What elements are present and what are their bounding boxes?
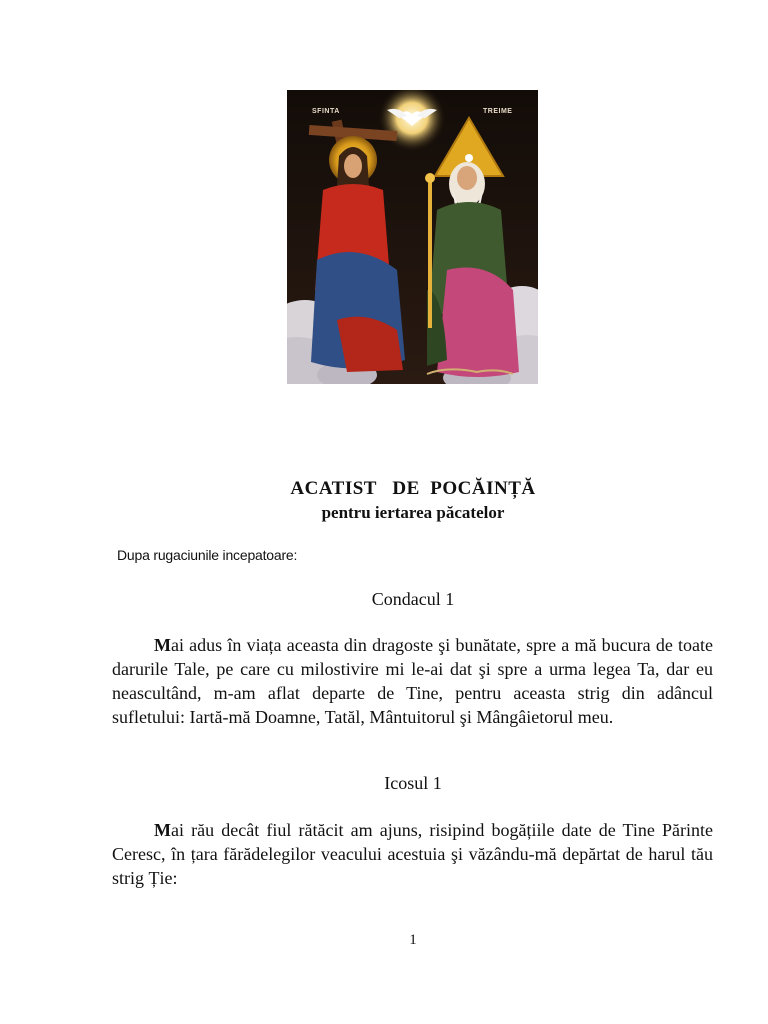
page-number: 1	[409, 932, 417, 948]
icon-caption-left: SFINTA	[312, 108, 340, 115]
document-subtitle: pentru iertarea păcatelor	[321, 503, 505, 522]
icon-caption-right: TREIME	[483, 108, 513, 115]
section-heading-icos-1: Icosul 1	[384, 773, 442, 793]
intro-note: Dupa rugaciunile incepatoare:	[117, 547, 298, 563]
icon-painting	[287, 90, 538, 384]
section-heading-condac-1: Condacul 1	[371, 589, 455, 609]
paragraph-text: ai rău decât fiul rătăcit am ajuns, risipind bogățiile date de Tine Părinte Ceresc, în țara fărădelegilor veacului acestuia şi văzându-mă depărtat de harul tău strig Ție:	[112, 820, 713, 888]
paragraph-lead-letter: M	[154, 820, 171, 840]
section-paragraph-icos-1	[112, 818, 713, 890]
document-title: ACATIST DE POCĂINȚĂ	[290, 478, 536, 499]
paragraph-lead-letter: M	[154, 635, 171, 655]
section-paragraph-condac-1	[112, 633, 713, 729]
paragraph-text: ai adus în viața aceasta din dragoste şi bunătate, spre a mă bucura de toate darurile Tale, pe care cu milostivire mi le-ai dat şi spre a urma legea Ta, dar eu neascultând, m-am aflat departe de Tine, pentru aceasta strig din adâncul sufletului: Iartă-mă Doamne, Tatăl, Mântuitorul şi Mângâietorul meu.	[112, 635, 713, 727]
holy-trinity-icon-image	[287, 90, 538, 384]
